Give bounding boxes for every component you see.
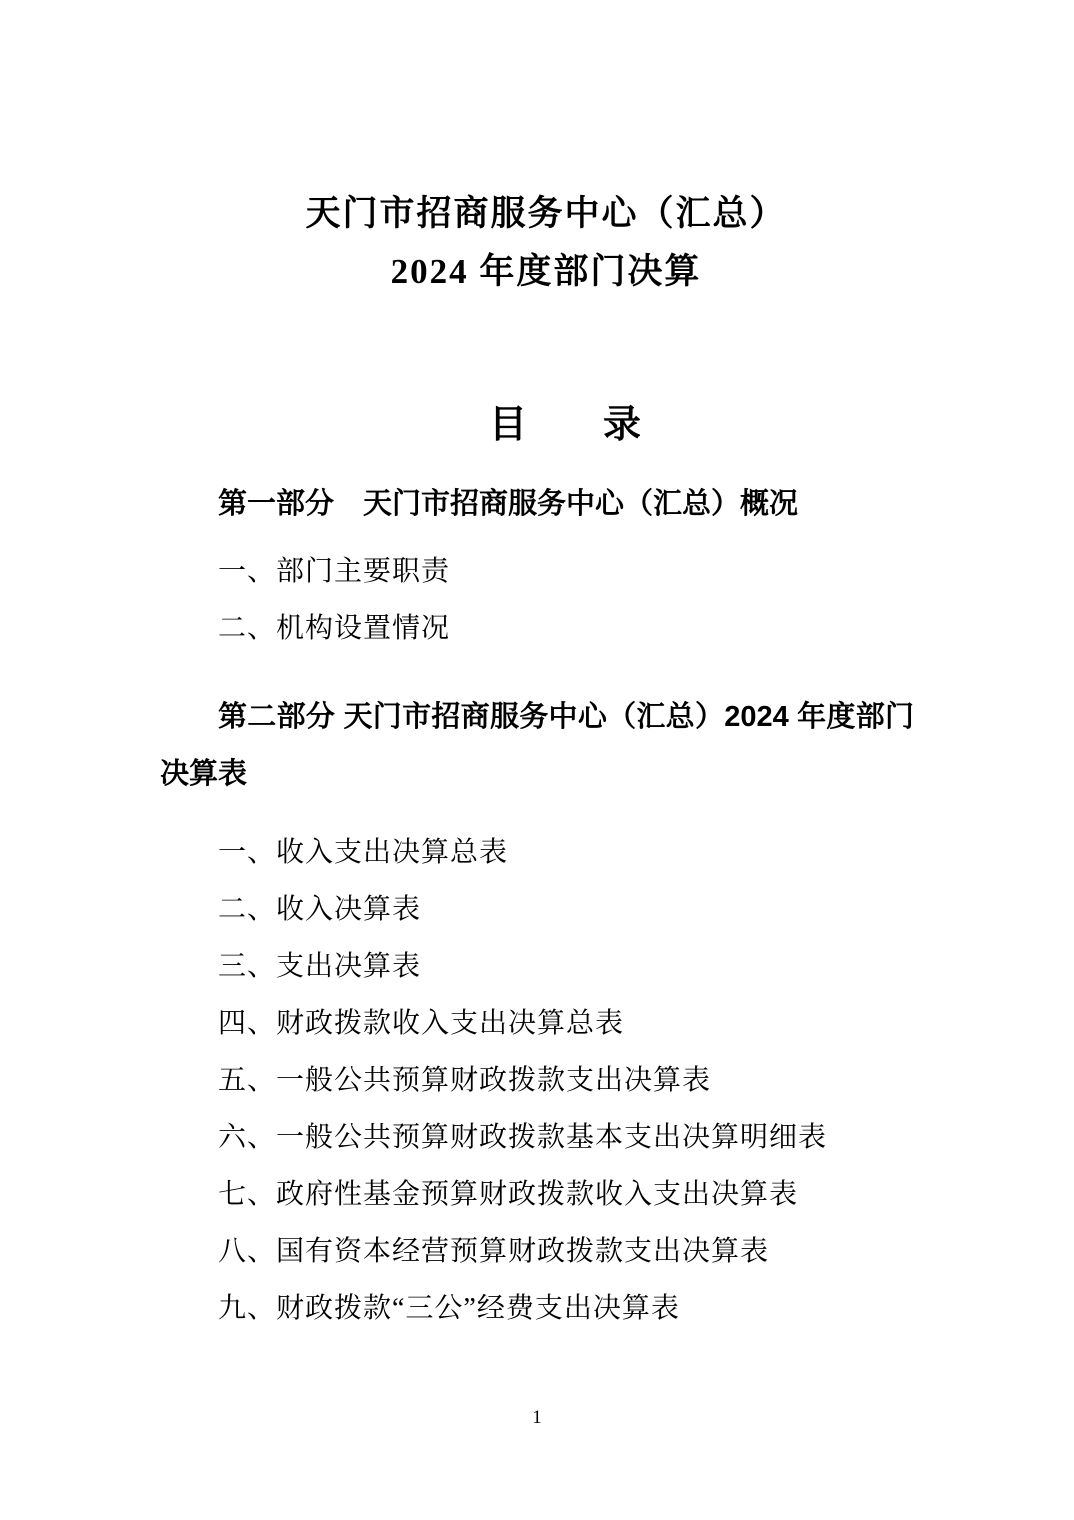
section-2-heading xyxy=(160,689,914,803)
document-title xyxy=(160,185,914,301)
toc-item: 二、收入决算表 xyxy=(218,894,422,925)
toc-item: 三、支出决算表 xyxy=(218,951,422,982)
section-2-heading-line-1: 第二部分 天门市招商服务中心（汇总）2024 年度部门 xyxy=(218,701,914,733)
toc-item: 七、政府性基金预算财政拨款收入支出决算表 xyxy=(218,1179,799,1210)
toc-item: 四、财政拨款收入支出决算总表 xyxy=(218,1008,625,1039)
document-title-line-2: 2024 年度部门决算 xyxy=(390,252,702,291)
toc-item: 五、一般公共预算财政拨款支出决算表 xyxy=(218,1065,712,1096)
toc-item: 一、部门主要职责 xyxy=(218,556,451,587)
toc-item: 二、机构设置情况 xyxy=(218,613,451,644)
document-title-line-1: 天门市招商服务中心（汇总） xyxy=(305,194,787,233)
section-2-heading-line-2: 决算表 xyxy=(160,758,248,790)
section-1-heading: 第一部分 天门市招商服务中心（汇总）概况 xyxy=(218,488,799,520)
section-1-toc-list xyxy=(160,543,914,657)
toc-item: 九、财政拨款“三公”经费支出决算表 xyxy=(218,1293,680,1324)
toc-item: 六、一般公共预算财政拨款基本支出决算明细表 xyxy=(218,1122,828,1153)
toc-item: 一、收入支出决算总表 xyxy=(218,837,509,868)
toc-heading: 目 录 xyxy=(488,404,641,446)
page-number: 1 xyxy=(532,1407,542,1428)
section-2-toc-list xyxy=(160,824,914,1337)
toc-item: 八、国有资本经营预算财政拨款支出决算表 xyxy=(218,1236,770,1267)
